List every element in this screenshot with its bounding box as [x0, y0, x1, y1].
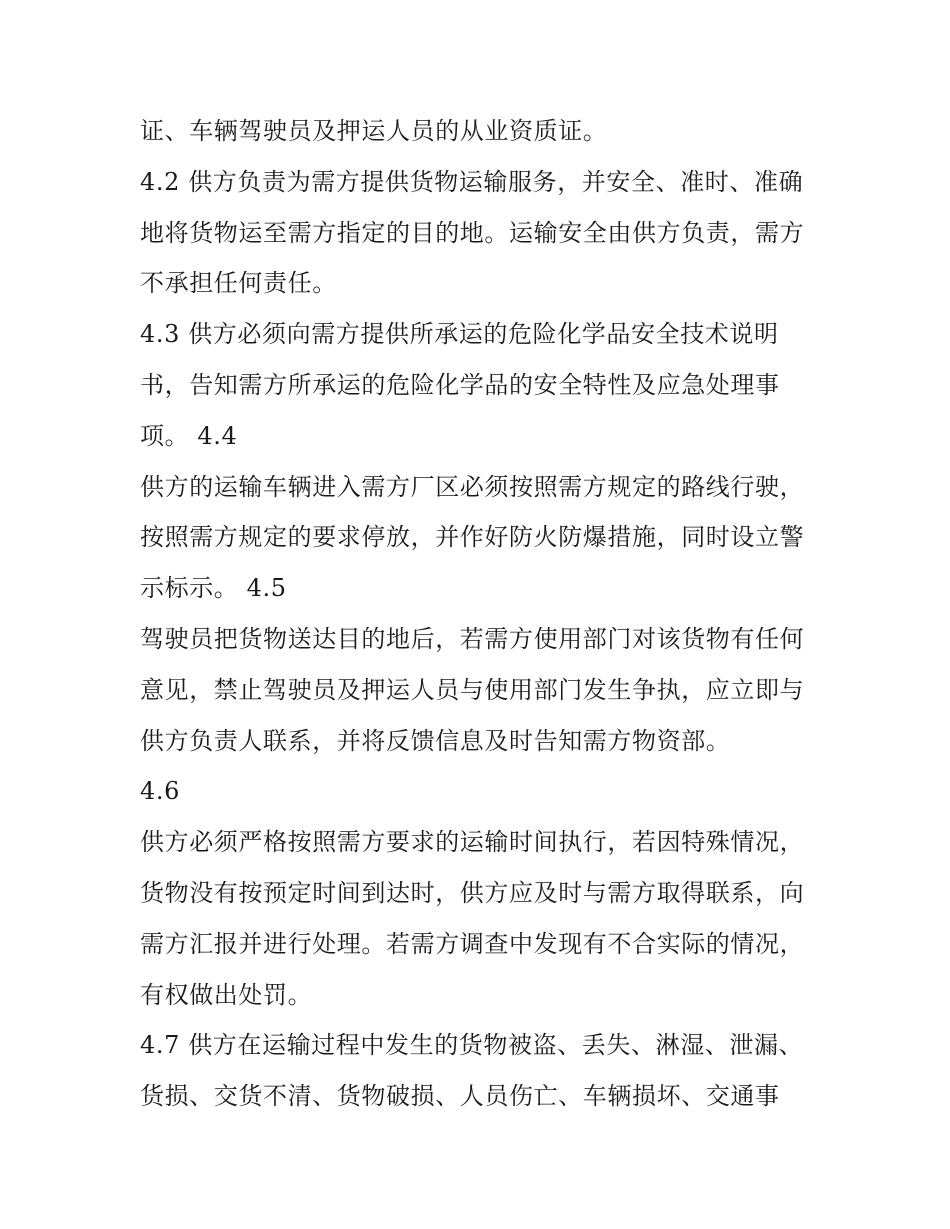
text-line: 货损、交货不清、货物破损、人员伤亡、车辆损坏、交通事 [140, 1082, 780, 1111]
text-line: 4.2 供方负责为需方提供货物运输服务，并安全、准时、准确 [140, 167, 804, 196]
text-line: 供方必须严格按照需方要求的运输时间执行，若因特殊情况， [140, 828, 805, 857]
text-line: 项。 4.4 [140, 421, 238, 450]
text-line: 意见，禁止驾驶员及押运人员与使用部门发生争执，应立即与 [140, 675, 805, 704]
text-line: 4.6 [140, 777, 180, 806]
text-line: 示标示。 4.5 [140, 574, 287, 603]
text-line: 货物没有按预定时间到达时，供方应及时与需方取得联系，向 [140, 878, 805, 907]
text-line: 驾驶员把货物送达目的地后，若需方使用部门对该货物有任何 [140, 624, 805, 653]
document-body [140, 106, 820, 1122]
text-line: 不承担任何责任。 [140, 269, 337, 298]
text-line: 证、车辆驾驶员及押运人员的从业资质证。 [140, 117, 608, 145]
text-line: 书，告知需方所承运的危险化学品的安全特性及应急处理事 [140, 370, 780, 399]
text-line: 供方的运输车辆进入需方厂区必须按照需方规定的路线行驶， [140, 472, 805, 501]
text-line: 有权做出处罚。 [140, 980, 313, 1009]
text-line: 供方负责人联系，并将反馈信息及时告知需方物资部。 [140, 726, 731, 755]
text-line: 4.3 供方必须向需方提供所承运的危险化学品安全技术说明 [140, 320, 779, 349]
text-line: 地将货物运至需方指定的目的地。运输安全由供方负责，需方 [140, 218, 805, 247]
text-line: 按照需方规定的要求停放，并作好防火防爆措施，同时设立警 [140, 523, 805, 552]
text-line: 需方汇报并进行处理。若需方调查中发现有不合实际的情况， [140, 929, 805, 958]
text-line: 4.7 供方在运输过程中发生的货物被盗、丢失、淋湿、泄漏、 [140, 1031, 804, 1060]
